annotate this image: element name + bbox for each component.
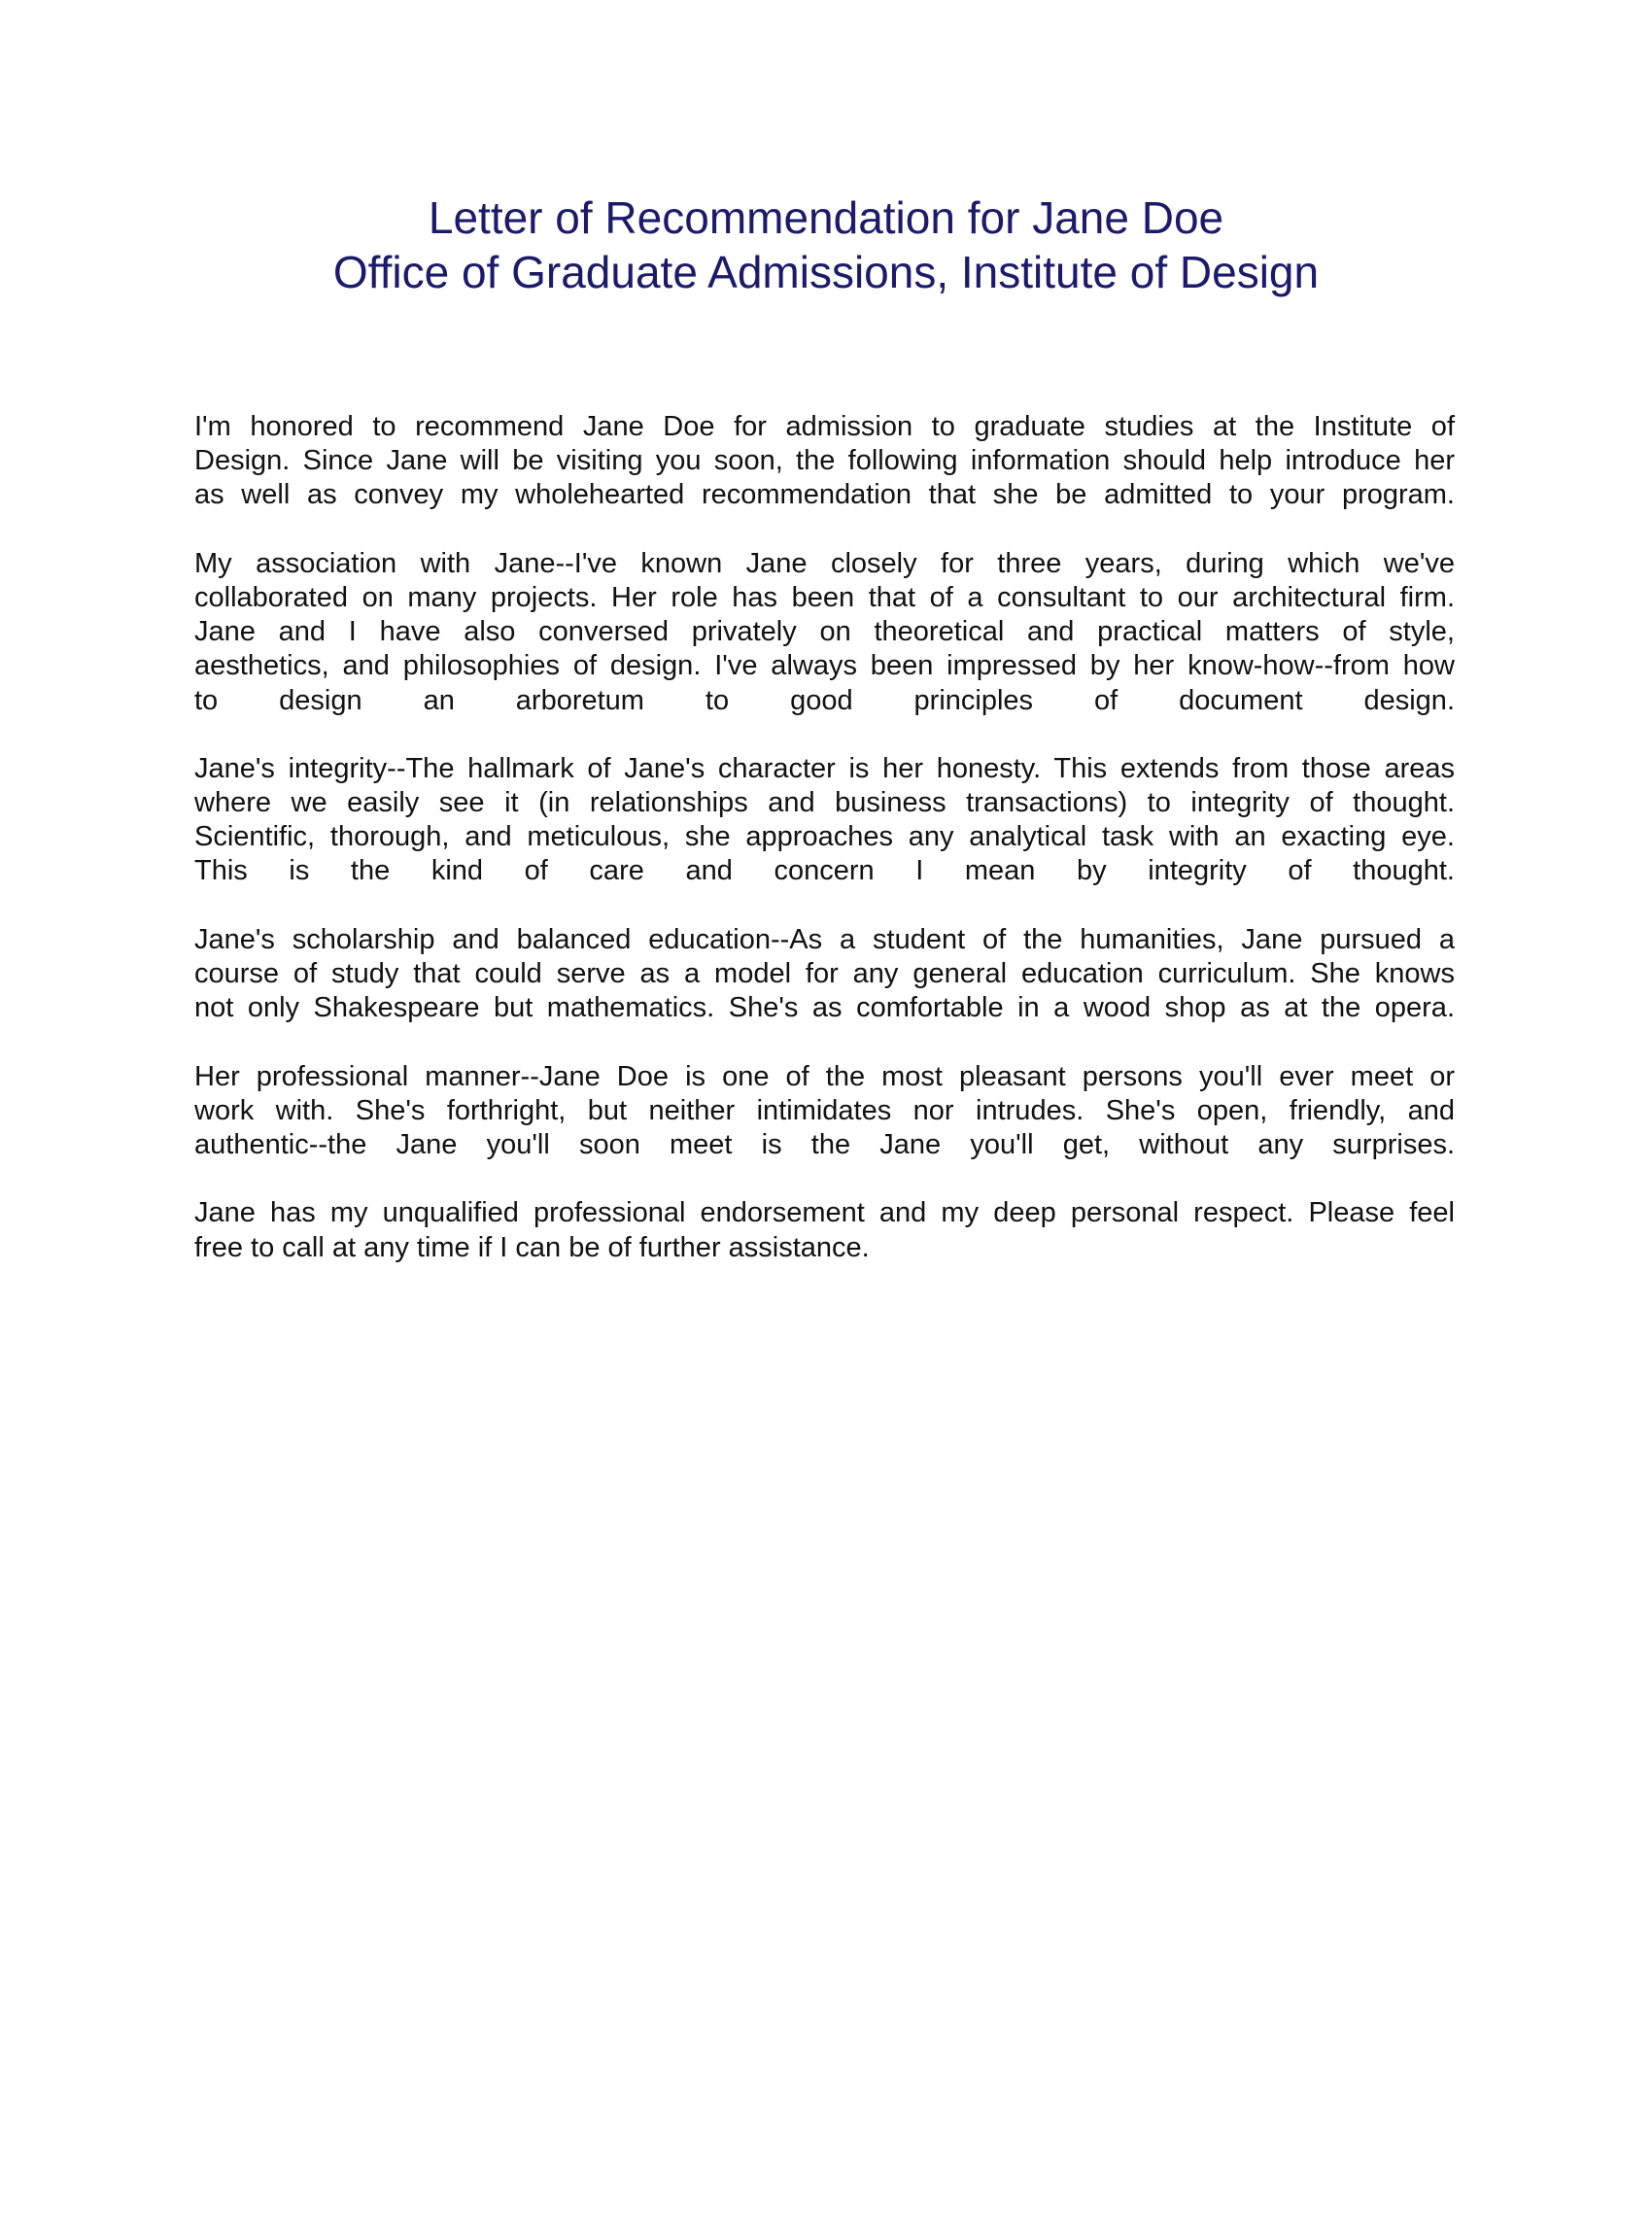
text-line: Her professional manner--Jane Doe is one of the most pleasant persons you'll ever meet or <box>194 1060 1455 1092</box>
paragraph-association <box>194 547 1455 718</box>
text-line: not only Shakespeare but mathematics. She's as comfortable in a wood shop as at the opera. <box>194 992 1455 1024</box>
text-line: This is the kind of care and concern I mean by integrity of thought. <box>194 855 1455 887</box>
text-line: I'm honored to recommend Jane Doe for admission to graduate studies at the Institute of <box>194 411 1455 442</box>
text-line: course of study that could serve as a model for any general education curriculum. She knows <box>194 958 1455 989</box>
text-line: as well as convey my wholehearted recommendation that she be admitted to your program. <box>194 479 1455 511</box>
title-line-office: Office of Graduate Admissions, Institute of Design <box>332 247 1320 297</box>
text-line: My association with Jane--I've known Jane closely for three years, during which we've <box>194 547 1455 579</box>
paragraph-professional-manner <box>194 1060 1455 1163</box>
text-line: work with. She's forthright, but neither intimidates nor intrudes. She's open, friendly, and <box>194 1094 1455 1126</box>
paragraph-introduction <box>194 410 1455 513</box>
title-line-recipient: Letter of Recommendation for Jane Doe <box>428 192 1224 243</box>
text-line: free to call at any time if I can be of further assistance. <box>194 1231 870 1263</box>
text-line: Scientific, thorough, and meticulous, she approaches any analytical task with an exacting eye. <box>194 821 1455 853</box>
text-line: Design. Since Jane will be visiting you soon, the following information should help introduce her <box>194 445 1455 477</box>
text-line: collaborated on many projects. Her role has been that of a consultant to our architectural firm. <box>194 581 1455 613</box>
letter-title <box>0 190 1652 299</box>
text-line: where we easily see it (in relationships and business transactions) to integrity of thought. <box>194 787 1455 819</box>
text-line: aesthetics, and philosophies of design. I've always been impressed by her know-how--from how <box>194 650 1455 682</box>
paragraph-integrity <box>194 752 1455 889</box>
text-line: to design an arboretum to good principles of document design. <box>194 684 1455 716</box>
text-line: Jane's integrity--The hallmark of Jane's character is her honesty. This extends from those areas <box>194 752 1455 784</box>
text-line: Jane's scholarship and balanced education--As a student of the humanities, Jane pursued a <box>194 923 1455 955</box>
paragraph-closing <box>194 1196 1455 1264</box>
paragraph-scholarship <box>194 923 1455 1026</box>
text-line: Jane and I have also conversed privately on theoretical and practical matters of style, <box>194 616 1455 648</box>
text-line: authentic--the Jane you'll soon meet is the Jane you'll get, without any surprises. <box>194 1128 1455 1160</box>
text-line: Jane has my unqualified professional endorsement and my deep personal respect. Please feel <box>194 1197 1455 1229</box>
letter-body <box>194 410 1455 1299</box>
